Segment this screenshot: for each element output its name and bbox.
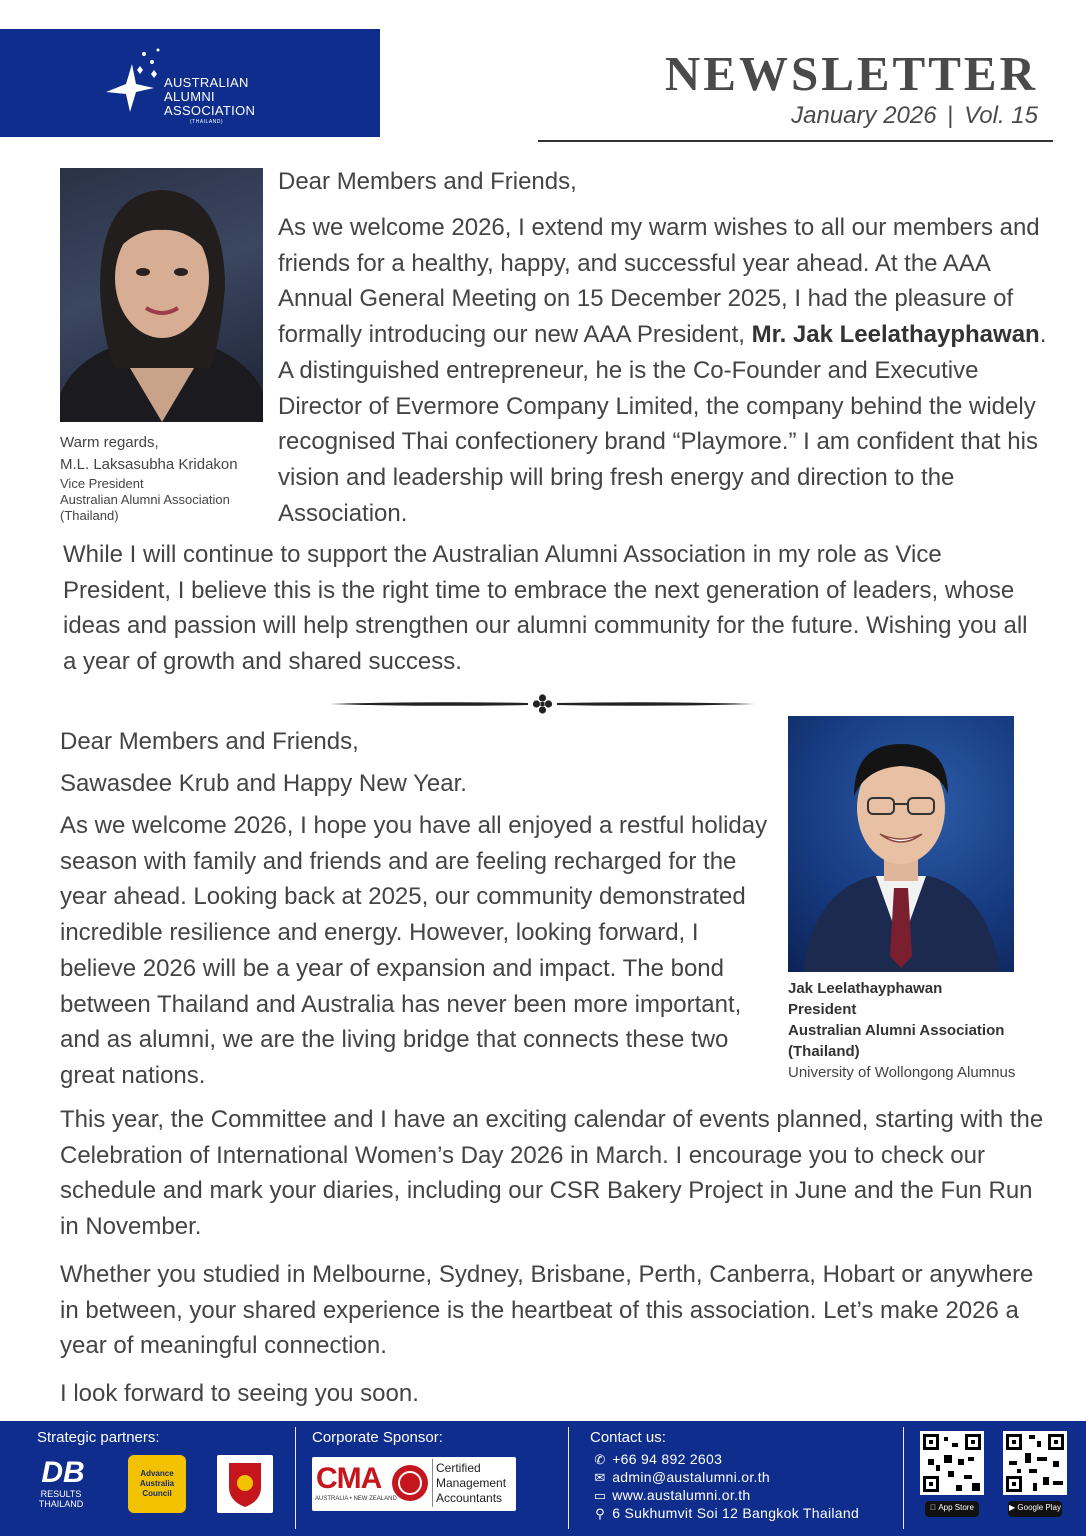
- cma-logo[interactable]: [312, 1457, 516, 1511]
- contact-phone-text: +66 94 892 2603: [612, 1451, 723, 1467]
- footer: [0, 1421, 1086, 1536]
- partner-sub: RESULTS THAILAND: [38, 1489, 84, 1509]
- vice-president-photo: [60, 168, 263, 422]
- president-paragraph-3: Whether you studied in Melbourne, Sydney, Brisbane, Perth, Canberra, Hobart or anywhere in between, your shared experience is the heartbeat of this association. Let’s make 2026 a year of meaningful connection.: [60, 1261, 1034, 1360]
- corporate-sponsor-title: Corporate Sponsor:: [312, 1429, 443, 1446]
- caption-org-line-2: (Thailand): [788, 1043, 860, 1060]
- contact-address[interactable]: [592, 1504, 859, 1523]
- president-greeting: Dear Members and Friends,: [60, 728, 359, 755]
- contact-phone[interactable]: [592, 1450, 722, 1469]
- logo-line-3: ASSOCIATION: [164, 103, 256, 118]
- caption-name: Jak Leelathayphawan: [788, 980, 943, 997]
- app-store-qr-code[interactable]: [920, 1431, 984, 1495]
- caption-alma-mater: University of Wollongong Alumnus: [788, 1064, 1016, 1081]
- location-icon: ⚲: [595, 1506, 605, 1521]
- caption-role: Vice President: [60, 476, 144, 491]
- contact-website[interactable]: [592, 1486, 751, 1505]
- contact-title: Contact us:: [590, 1429, 666, 1446]
- vp-paragraph-2: While I will continue to support the Australian Alumni Association in my role as Vice President, I believe this is the right time to embrace the next generation of leaders, whose ideas and passion will help strengthen our alumni community for the future. Wishing you all a year of growth and shared success.: [63, 541, 1028, 676]
- president-sawasdee: Sawasdee Krub and Happy New Year.: [60, 770, 467, 797]
- cma-region: AUSTRALIA • NEW ZEALAND: [315, 1496, 397, 1502]
- vp-paragraph-1: [278, 210, 1053, 531]
- cma-line-1: Certified: [436, 1461, 481, 1475]
- president-caption: [788, 978, 1058, 1083]
- contact-email[interactable]: [592, 1468, 770, 1487]
- advance-australia-council-logo[interactable]: [128, 1455, 186, 1513]
- contact-website-text: www.austalumni.or.th: [612, 1487, 751, 1503]
- president-paragraph-4: I look forward to seeing you soon.: [60, 1380, 419, 1407]
- caption-name: M.L. Laksasubha Kridakon: [60, 456, 238, 473]
- footer-divider-2: [568, 1427, 569, 1529]
- logo-line-2: ALUMNI: [164, 89, 215, 104]
- cma-mark: CMA: [316, 1462, 382, 1495]
- cma-line-3: Accountants: [436, 1491, 503, 1505]
- issue-volume: Vol. 15: [964, 102, 1038, 129]
- caption-closing: Warm regards,: [60, 434, 159, 451]
- issue-date: January 2026: [791, 102, 937, 129]
- caption-org-line-2: (Thailand): [60, 508, 119, 523]
- school-crest-logo[interactable]: [217, 1455, 273, 1513]
- vp-paragraph-1-start: As we welcome 2026, I extend my warm wishes to all our members and friends for a healthy, happy, and successful year ahead. At the AAA Annual General Meeting on 15 December 2025, I had the pleasure of formally introducing our new AAA President,: [278, 214, 1040, 349]
- president-paragraph-2: This year, the Committee and I have an exciting calendar of events planned, starting with the Celebration of International Women’s Day 2026 in March. I encourage you to check our schedule and mark your diaries, including our CSR Bakery Project in June and the Fun Run in November.: [60, 1106, 1044, 1241]
- crest-icon: [217, 1455, 273, 1513]
- play-icon: ▶: [1009, 1503, 1016, 1512]
- google-play-qr-code[interactable]: [1003, 1431, 1067, 1495]
- footer-divider-1: [295, 1427, 296, 1529]
- ornamental-divider: [330, 694, 755, 714]
- president-paragraph-1: As we welcome 2026, I hope you have all enjoyed a restful holiday season with family and friends and are feeling recharged for the year ahead. Looking back at 2025, our community demonstrated incredible resilience and energy. However, looking forward, I believe 2026 will be a year of expansion and impact. The bond between Thailand and Australia has never been more important, and as alumni, we are the living bridge that connects these two great nations.: [60, 812, 768, 1089]
- president-photo: [788, 716, 1014, 972]
- star-logo-icon: [96, 40, 166, 120]
- contact-address-text: 6 Sukhumvit Soi 12 Bangkok Thailand: [612, 1505, 860, 1521]
- caption-org-line-1: Australian Alumni Association: [60, 492, 230, 507]
- footer-divider-3: [903, 1427, 904, 1529]
- db-results-logo[interactable]: [32, 1457, 94, 1517]
- email-icon: ✉: [594, 1470, 606, 1485]
- partner-text: Advance Australia Council: [139, 1469, 175, 1498]
- app-store-badge[interactable]: [925, 1501, 979, 1517]
- phone-icon: ✆: [594, 1452, 606, 1467]
- cma-line-2: Management: [436, 1476, 507, 1490]
- qr-code-icon: [1003, 1431, 1067, 1495]
- vp-greeting: Dear Members and Friends,: [278, 168, 577, 195]
- strategic-partners-title: Strategic partners:: [37, 1429, 160, 1446]
- vp-paragraph-1-end: . A distinguished entrepreneur, he is the Co-Founder and Executive Director of Evermore Company Limited, the company behind the widely recognised Thai confectionery brand “Playmore.” I am confident that his vision and leadership will bring fresh energy and direction to the Association.: [278, 321, 1047, 527]
- partner-mark: DB: [41, 1456, 85, 1489]
- cma-text: [436, 1461, 506, 1506]
- newsletter-title: NEWSLETTER: [664, 46, 1038, 101]
- issue-separator: |: [947, 102, 954, 129]
- caption-org-line-1: Australian Alumni Association: [788, 1022, 1005, 1039]
- google-play-label: Google Play: [1017, 1503, 1061, 1512]
- issue-line: [791, 102, 1038, 130]
- qr-code-icon: [920, 1431, 984, 1495]
- vice-president-caption: [60, 432, 270, 524]
- header-rule: [538, 140, 1053, 142]
- logo-line-1: AUSTRALIAN: [164, 75, 249, 90]
- cma-seal-icon: [390, 1463, 430, 1503]
- apple-icon: [930, 1503, 936, 1512]
- contact-email-text: admin@austalumni.or.th: [612, 1469, 770, 1485]
- google-play-badge[interactable]: [1008, 1501, 1062, 1517]
- website-icon: ▭: [593, 1488, 607, 1503]
- president-name-bold: Mr. Jak Leelathayphawan: [751, 321, 1040, 349]
- logo-wordmark: [164, 76, 255, 126]
- caption-role: President: [788, 1001, 857, 1018]
- cma-separator: [432, 1459, 433, 1507]
- logo-line-4: (THAILAND): [190, 119, 224, 125]
- app-store-label: App Store: [934, 1503, 970, 1512]
